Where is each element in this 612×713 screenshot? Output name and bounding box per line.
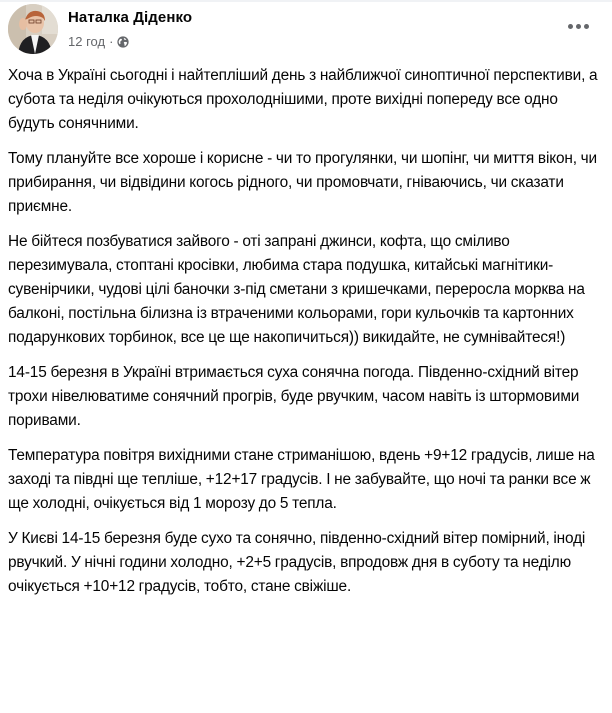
post-meta — [68, 34, 129, 49]
post-text — [8, 64, 608, 610]
post-paragraph: У Києві 14-15 березня буде сухо та сонячно, південно-східний вітер помірний, іноді рвучкий. У нічні години холодно, +2+5 градусів, впродовж дня в суботу та неділю очікується +10+12 градусів, тобто, стане свіжіше. — [8, 530, 586, 595]
post-time[interactable]: 12 год — [68, 34, 106, 49]
post-paragraph: Температура повітря вихідними стане стриманішою, вдень +9+12 градусів, лише на заході та півдні ще тепліше, +12+17 градусів. І не забувайте, що ночі та ранки все ж ще холодні, очікується від 1 морозу до 5 тепла. — [8, 447, 595, 512]
globe-icon[interactable] — [117, 36, 129, 48]
post-header — [0, 0, 612, 60]
more-options-button[interactable] — [562, 14, 594, 38]
more-horizontal-icon-dot — [584, 24, 589, 29]
more-horizontal-icon-dot — [568, 24, 573, 29]
post-paragraph: Тому плануйте все хороше і корисне - чи то прогулянки, чи шопінг, чи миття вікон, чи прибирання, чи відвідини когось рідного, чи промовчати, гніваючись, чи сказати приємне. — [8, 150, 597, 215]
avatar-photo — [8, 4, 58, 54]
post-paragraph: Хоча в Україні сьогодні і найтепліший день з найближчої синоптичної перспективи, а субота та неділя очікуються прохолоднішими, проте вихідні попереду все одно будуть сонячними. — [8, 67, 598, 132]
meta-separator: · — [109, 34, 114, 49]
avatar[interactable] — [8, 4, 58, 54]
post-paragraph: 14-15 березня в Україні втримається суха сонячна погода. Південно-східний вітер трохи нівелюватиме сонячний прогрів, буде рвучким, часом навіть із штормовими поривами. — [8, 364, 580, 429]
post-paragraph: Не бійтеся позбуватися зайвого - оті запрані джинси, кофта, що сміливо перезимувала, стоптані кросівки, любима стара подушка, китайські магнітики-сувенірчики, чудові цілі баночки з-під сметани з кришечками, переросла морква на балконі, постільна білизна із втраченими кольорами, гори кульочків та картонних подарункових торбинок, все це ще накопичиться)) викидайте, не сумнівайтеся!) — [8, 233, 585, 346]
more-horizontal-icon-dot — [576, 24, 581, 29]
author-name[interactable]: Наталка Діденко — [68, 9, 193, 26]
